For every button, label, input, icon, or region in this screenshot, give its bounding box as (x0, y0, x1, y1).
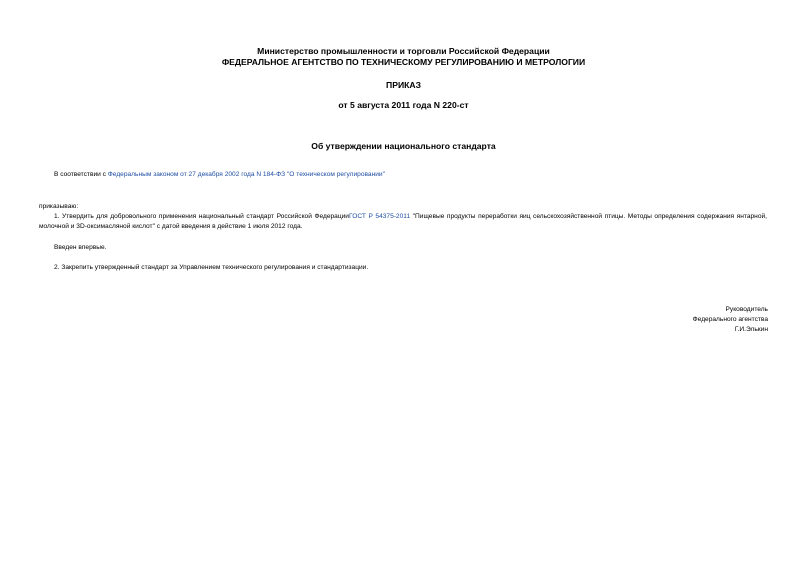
item-2-paragraph: 2. Закрепить утвержденный стандарт за Управлением технического регулирования и стандартизации. (54, 264, 369, 271)
order-date-number: от 5 августа 2011 года N 220-ст (338, 100, 469, 110)
document-type: ПРИКАЗ (386, 80, 421, 90)
document-header (0, 46, 807, 68)
order-subject: Об утверждении национального стандарта (311, 141, 496, 151)
ministry-name: Министерство промышленности и торговли Российской Федерации (257, 46, 550, 56)
basis-paragraph (39, 170, 767, 180)
introduced-note: Введен впервые. (54, 244, 107, 251)
signatory-title-line-2: Федерального агентства (692, 316, 768, 323)
signatory-title-line-1: Руководитель (725, 306, 768, 313)
agency-name: ФЕДЕРАЛЬНОЕ АГЕНТСТВО ПО ТЕХНИЧЕСКОМУ РЕГУЛИРОВАНИЮ И МЕТРОЛОГИИ (221, 57, 586, 67)
federal-law-link[interactable]: Федеральным законом от 27 декабря 2002 года N 184-ФЗ "О техническом регулировании" (107, 171, 385, 178)
basis-prefix: В соответствии с (54, 171, 108, 178)
order-word: приказываю: (39, 203, 79, 210)
signature-block (693, 305, 768, 335)
signatory-name: Г.И.Элькин (734, 326, 768, 333)
gost-standard-link[interactable]: ГОСТ Р 54375-2011 (349, 213, 411, 220)
item-1-paragraph (39, 212, 767, 232)
item-1-prefix: 1. Утвердить для добровольного применения национальный стандарт Российской Федерации (54, 213, 349, 220)
item-1-suffix: "Пищевые продукты переработки яиц сельскохозяйственной птицы. Методы определения содержания янтарной, молочной и 3D-оксимасляной кислот" с датой введения в действие 1 июля 2012 года. (39, 213, 768, 230)
